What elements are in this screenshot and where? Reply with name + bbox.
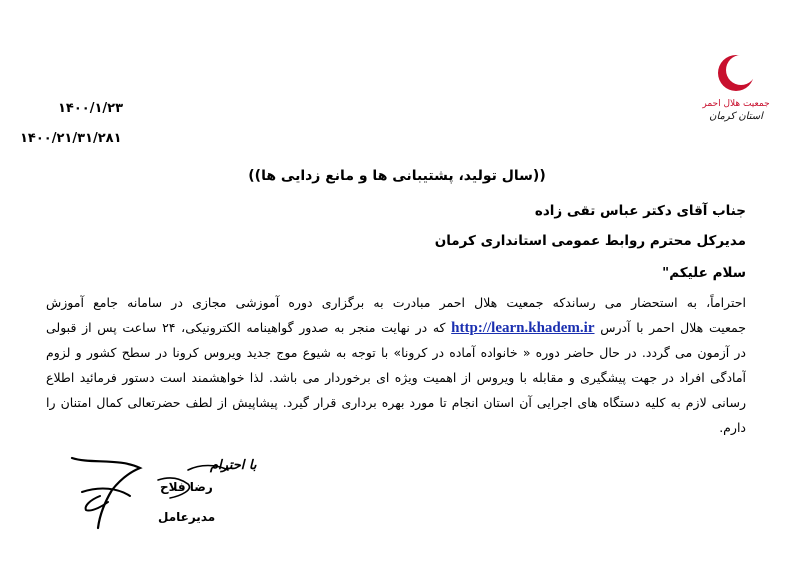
body-line-fragment: که در نهایت منجر به صدور گواهینامه الکترونیکی، ۲۴ ساعت پس از قبولی	[46, 320, 446, 335]
body-line: آمادگی افراد در جهت پیشگیری و مقابله با ویروس از اهمیت ویژه ای برخوردار می باشد. لذا خواهشمند است دستور فرمائید اطلاع	[46, 370, 746, 385]
red-crescent-icon	[715, 52, 757, 94]
recipient-name: جناب آقای دکتر عباس تقی زاده	[534, 203, 746, 219]
greeting: سلام علیکم"	[662, 265, 746, 281]
body-line	[46, 315, 746, 340]
body-line: دارم.	[719, 420, 746, 435]
recipient-title: مدیرکل محترم روابط عمومی استانداری کرمان	[434, 233, 746, 249]
red-crescent-logo	[700, 52, 772, 124]
letter-number: ۱۴۰۰/۲۱/۳۱/۲۸۱	[20, 131, 122, 146]
logo-org-name: جمعیت هلال احمر	[702, 99, 770, 109]
learning-portal-link[interactable]: http://learn.khadem.ir	[451, 320, 595, 336]
signature-position: مدیرعامل	[158, 510, 216, 524]
signature-salutation: با احترام	[210, 458, 257, 473]
body-line-fragment: جمعیت هلال احمر با آدرس	[600, 320, 746, 335]
signature-block	[60, 450, 270, 540]
body-line: رسانی لازم به کلیه دستگاه های اجرایی آن استان انجام تا مورد بهره برداری قرار گیرد. پیشاپیش از لطف حضرتعالی کمال امتنان را	[46, 395, 746, 410]
letter-date: ۱۴۰۰/۱/۲۳	[58, 101, 124, 116]
year-motto: ((سال تولید، پشتیبانی ها و مانع زدایی ها))	[248, 168, 546, 184]
body-line: در آزمون می گردد. در حال حاضر دوره « خانواده آماده در کرونا» با توجه به شیوع موج جدید ویروس کرونا در سطح کشور و لزوم	[46, 345, 746, 360]
signature-name: رضا فلاح	[160, 480, 213, 494]
body-line: احتراماً، به استحضار می رساندکه جمعیت هلال احمر مبادرت به برگزاری دوره آموزشی مجازی در سامانه جامع آموزش	[46, 295, 746, 310]
letter-body	[46, 290, 746, 440]
logo-province: استان کرمان	[709, 111, 763, 122]
